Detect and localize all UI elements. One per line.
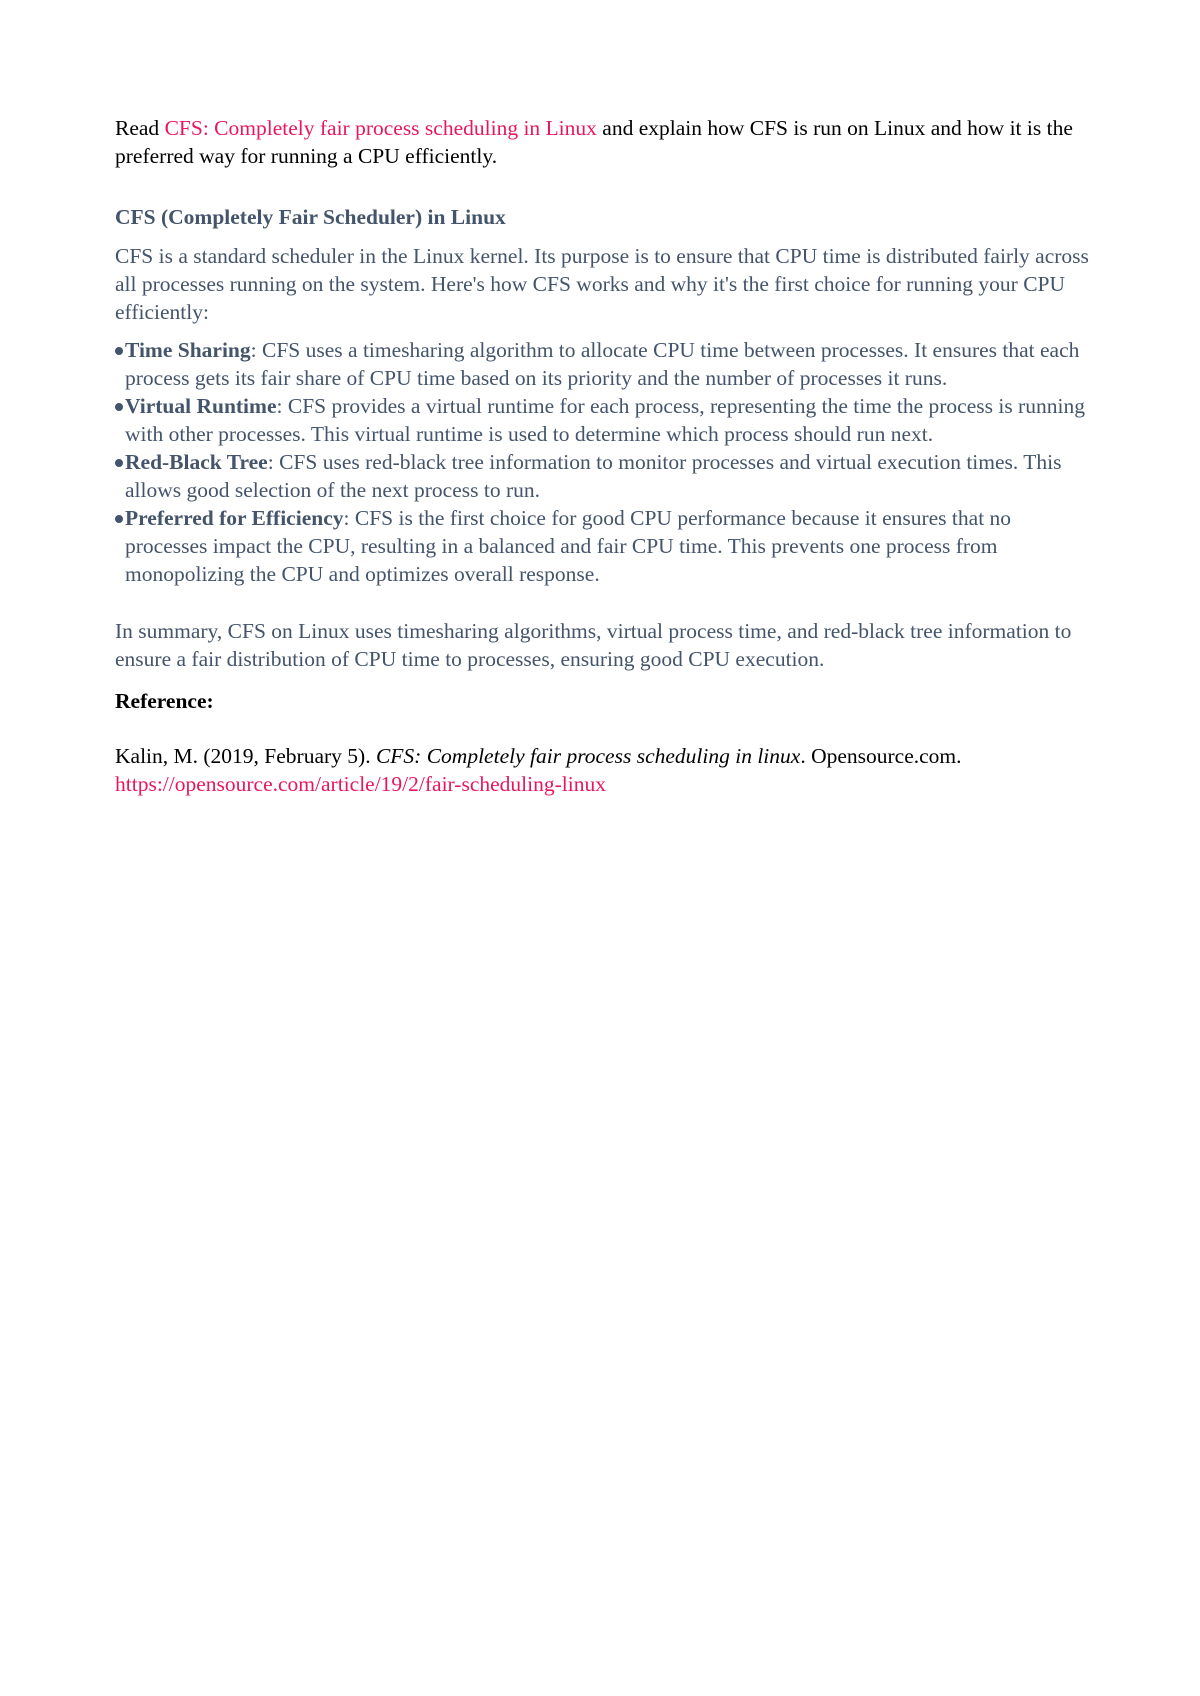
bullet-red-black-tree <box>115 448 1095 504</box>
intro-prefix: Read <box>115 116 165 140</box>
bullet-text: : CFS provides a virtual runtime for each process, representing the time the process is running with other processes. This virtual runtime is used to determine which process should run next. <box>125 394 1085 446</box>
bullet-dot-icon <box>115 459 123 467</box>
bullet-preferred-efficiency <box>115 504 1095 588</box>
bullet-dot-icon <box>115 403 123 411</box>
intro-body-paragraph: CFS is a standard scheduler in the Linux kernel. Its purpose is to ensure that CPU time is distributed fairly across all processes running on the system. Here's how CFS works and why it's the first choice for running your CPU efficiently: <box>115 244 1089 324</box>
document-content <box>115 114 1095 798</box>
reference-entry <box>115 742 1095 798</box>
bullet-text: : CFS uses a timesharing algorithm to allocate CPU time between processes. It ensures that each process gets its fair share of CPU time based on its priority and the number of processes it runs. <box>125 338 1080 390</box>
bullet-virtual-runtime <box>115 392 1095 448</box>
reference-title: CFS: Completely fair process scheduling in linux <box>375 744 801 768</box>
bullet-term: Red-Black Tree <box>125 450 268 474</box>
bullet-dot-icon <box>115 515 123 523</box>
article-link[interactable]: CFS: Completely fair process scheduling in Linux <box>164 116 597 140</box>
reference-url-link[interactable]: https://opensource.com/article/19/2/fair-scheduling-linux <box>115 772 606 796</box>
feature-bullet-list <box>115 336 1095 588</box>
bullet-text: : CFS uses red-black tree information to monitor processes and virtual execution times. This allows good selection of the next process to run. <box>125 450 1062 502</box>
bullet-text: : CFS is the first choice for good CPU performance because it ensures that no processes impact the CPU, resulting in a balanced and fair CPU time. This prevents one process from monopolizing the CPU and optimizes overall response. <box>125 506 1012 586</box>
bullet-term: Time Sharing <box>125 338 251 362</box>
reference-author-date: Kalin, M. (2019, February 5). <box>115 744 376 768</box>
intro-suffix: and explain how CFS is run on Linux and how it is the preferred way for running a CPU efficiently. <box>115 116 1073 168</box>
summary-paragraph: In summary, CFS on Linux uses timesharing algorithms, virtual process time, and red-black tree information to ensure a fair distribution of CPU time to processes, ensuring good CPU execution. <box>115 619 1072 671</box>
intro-paragraph <box>115 114 1095 170</box>
bullet-term: Preferred for Efficiency <box>125 506 344 530</box>
bullet-term: Virtual Runtime <box>125 394 277 418</box>
reference-heading: Reference: <box>115 689 214 713</box>
bullet-dot-icon <box>115 347 123 355</box>
section-heading: CFS (Completely Fair Scheduler) in Linux <box>115 205 506 229</box>
reference-publisher: Opensource.com. <box>805 744 962 768</box>
bullet-time-sharing <box>115 336 1095 392</box>
reference-period: . <box>800 744 806 768</box>
